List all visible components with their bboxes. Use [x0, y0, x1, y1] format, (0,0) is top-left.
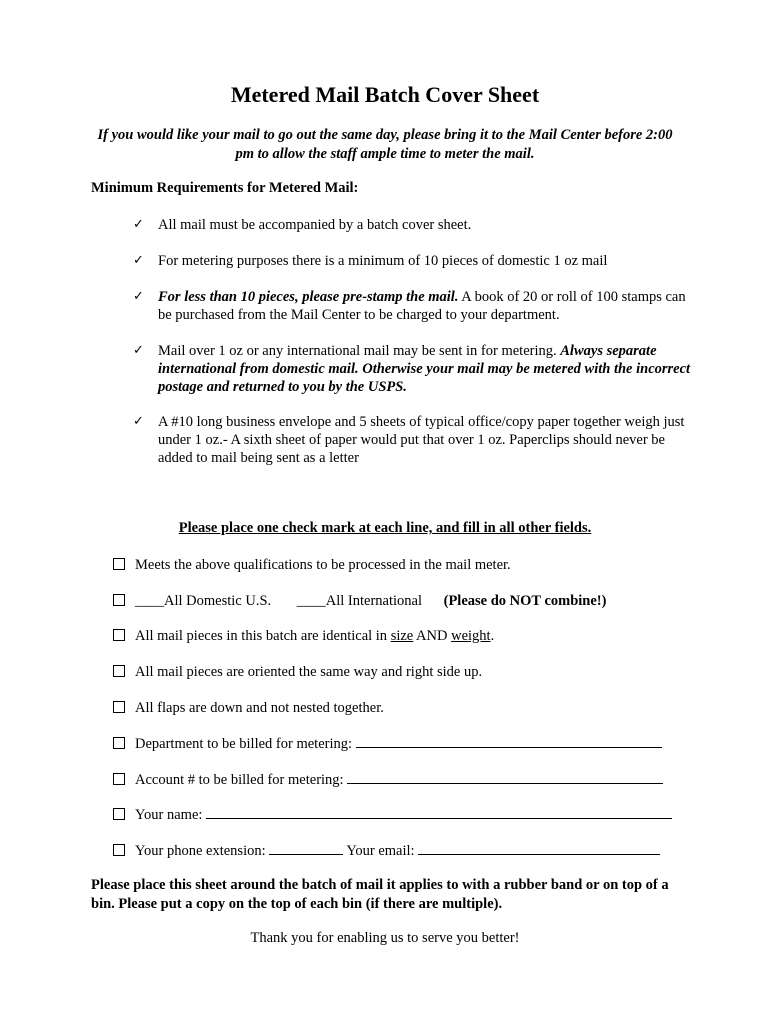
intro-notice: If you would like your mail to go out the same day, please bring it to the Mail Center before 2:00 pm to allow the staff ample time to meter the mail. — [97, 127, 673, 162]
requirement-item — [133, 216, 693, 234]
name-field[interactable] — [206, 805, 672, 819]
form-line-flaps — [113, 699, 384, 717]
checkbox-icon[interactable] — [113, 665, 125, 677]
checkbox-icon[interactable] — [113, 558, 125, 570]
domestic-blank[interactable]: ____ — [135, 593, 164, 609]
domestic-label: All Domestic U.S. — [164, 593, 272, 609]
phone-label: Your phone extension: — [135, 843, 266, 859]
requirement-text: All mail must be accompanied by a batch cover sheet. — [158, 217, 472, 233]
form-line-identical — [113, 627, 494, 645]
department-field[interactable] — [356, 734, 662, 748]
form-line-oriented — [113, 663, 482, 681]
requirement-item — [133, 342, 693, 396]
identical-end: . — [490, 628, 495, 644]
phone-field[interactable] — [269, 841, 343, 855]
form-line-contact — [113, 841, 660, 860]
checkmark-icon: ✓ — [133, 253, 144, 268]
requirement-emphasis: Always separate international from domestic mail. Otherwise your mail may be metered with the incorrect postage and returned to you by the USPS. — [158, 343, 691, 395]
account-label: Account # to be billed for metering: — [135, 772, 344, 788]
requirement-item — [133, 288, 693, 324]
department-label: Department to be billed for metering: — [135, 736, 353, 752]
identical-size: size — [390, 628, 414, 644]
requirement-detail: A book of 20 or roll of 100 stamps can be purchased from the Mail Center to be charged to your department. — [158, 289, 686, 323]
requirement-item — [133, 413, 693, 467]
form-line-qualifications — [113, 556, 511, 574]
form-line-name — [113, 805, 672, 824]
name-label: Your name: — [135, 807, 203, 823]
checkbox-icon[interactable] — [113, 808, 125, 820]
identical-weight: weight — [451, 628, 491, 644]
checkmark-icon: ✓ — [133, 343, 144, 358]
identical-and: AND — [413, 628, 452, 644]
checkbox-icon[interactable] — [113, 737, 125, 749]
international-blank[interactable]: ____ — [296, 593, 326, 609]
requirement-text: For metering purposes there is a minimum of 10 pieces of domestic 1 oz mail — [158, 253, 608, 269]
requirement-text: A #10 long business envelope and 5 sheets of typical office/copy paper together weigh just under 1 oz.- A sixth sheet of paper would put that over 1 oz. Paperclips should never be added to mail being sent as a letter — [158, 414, 685, 466]
checkbox-icon[interactable] — [113, 773, 125, 785]
closing-instructions: Please place this sheet around the batch of mail it applies to with a rubber band or on top of a bin. Please put a copy on the top of each bin (if there are multiple). — [91, 877, 669, 912]
checkbox-icon[interactable] — [113, 594, 125, 606]
combine-note: (Please do NOT combine!) — [443, 593, 607, 609]
requirement-item — [133, 252, 693, 270]
email-field[interactable] — [418, 841, 660, 855]
requirement-text — [158, 342, 693, 396]
international-label: All International — [325, 593, 422, 609]
checkmark-icon: ✓ — [133, 289, 144, 304]
checkmark-icon: ✓ — [133, 217, 144, 232]
thank-you-note: Thank you for enabling us to serve you better! — [250, 930, 520, 946]
requirements-heading: Minimum Requirements for Metered Mail: — [91, 180, 359, 196]
form-line-department — [113, 734, 662, 753]
checkbox-icon[interactable] — [113, 844, 125, 856]
requirement-text — [158, 288, 693, 324]
checkmark-icon: ✓ — [133, 414, 144, 429]
page-title: Metered Mail Batch Cover Sheet — [230, 82, 540, 107]
form-line-account — [113, 770, 663, 789]
oriented-label: All mail pieces are oriented the same way and right side up. — [135, 664, 483, 680]
requirement-detail: Mail over 1 oz or any international mail may be sent in for metering. — [158, 343, 561, 359]
requirement-emphasis: For less than 10 pieces, please pre-stamp the mail. — [158, 289, 459, 305]
form-line-mail-type — [113, 592, 606, 610]
qualifications-label: Meets the above qualifications to be processed in the mail meter. — [135, 557, 511, 573]
email-label: Your email: — [346, 843, 415, 859]
checkbox-icon[interactable] — [113, 629, 125, 641]
checkbox-icon[interactable] — [113, 701, 125, 713]
flaps-label: All flaps are down and not nested together. — [135, 700, 384, 716]
account-field[interactable] — [347, 770, 663, 784]
form-instructions: Please place one check mark at each line, and fill in all other fields. — [178, 520, 592, 536]
identical-label: All mail pieces in this batch are identical in — [135, 628, 391, 644]
